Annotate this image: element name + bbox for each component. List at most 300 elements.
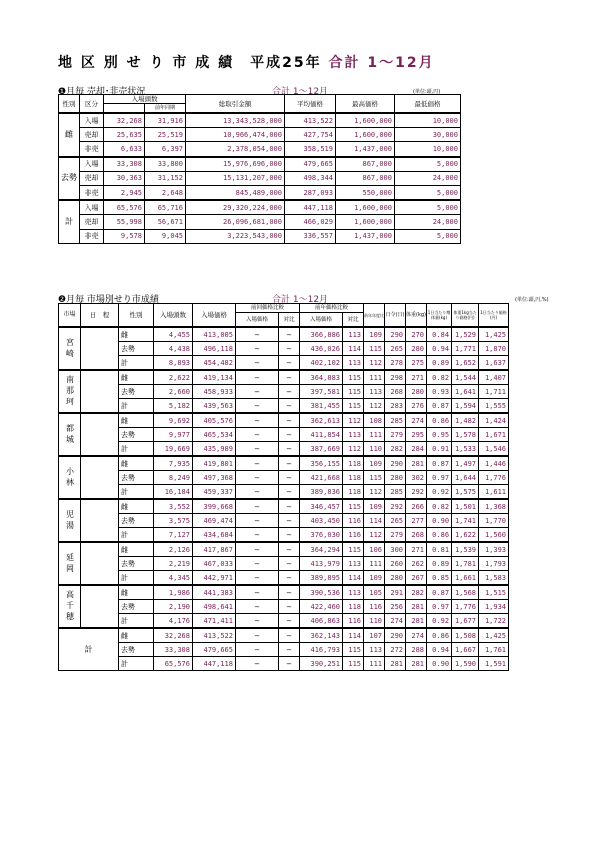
prevmo-price-cell: − [236, 643, 279, 657]
prevmo-ratio-cell: − [279, 456, 300, 471]
dg-cell: 0.87 [427, 399, 452, 414]
sex-cell: 雌 [119, 327, 154, 342]
col-heads-header: 入場頭数 [154, 304, 193, 328]
dg-cell: 0.87 [427, 585, 452, 600]
age-cell: 280 [385, 571, 406, 586]
table-row [59, 456, 542, 471]
col-prevmo-ratio-header: 対比 [279, 313, 300, 328]
max-cell: 550,000 [336, 185, 395, 200]
min-cell: 24,000 [395, 215, 461, 229]
sex-cell: 計 [119, 528, 154, 543]
dg-cell: 0.82 [427, 370, 452, 385]
heads-cell: 8,893 [154, 356, 193, 371]
prevyr-price-cell: 362,613 [300, 413, 343, 428]
prevyr-price-cell: 356,155 [300, 456, 343, 471]
weight-cell: 271 [406, 370, 427, 385]
sex-cell: 去勢 [119, 514, 154, 528]
price-cell: 399,668 [193, 499, 236, 514]
prevmo-price-cell: − [236, 614, 279, 629]
perkg-cell: 1,578 [452, 428, 479, 442]
total-cell: 26,096,681,000 [186, 215, 285, 229]
prevmo-ratio-cell: − [279, 571, 300, 586]
prevyr-ratio-cell: 112 [343, 413, 364, 428]
prev-cell: 65,716 [145, 200, 186, 215]
sex-cell: 雌 [119, 628, 154, 643]
table-row [59, 200, 461, 215]
table-row [59, 399, 542, 414]
perday-cell: 1,546 [479, 442, 509, 457]
price-cell: 465,534 [193, 428, 236, 442]
min-cell: 5,000 [395, 185, 461, 200]
perkg-cell: 1,482 [452, 413, 479, 428]
min-cell: 5,000 [395, 157, 461, 172]
table-row [59, 442, 542, 457]
age-cell: 256 [385, 600, 406, 614]
table-row [59, 113, 461, 128]
prevyr-price-cell: 390,536 [300, 585, 343, 600]
price-cell: 497,368 [193, 471, 236, 485]
ratio-cell: 110 [364, 614, 385, 629]
date-cell [81, 370, 119, 413]
ratio-cell: 105 [364, 585, 385, 600]
prevmo-price-cell: − [236, 385, 279, 399]
total-cell: 15,131,207,000 [186, 171, 285, 185]
max-cell: 1,437,000 [336, 229, 395, 243]
col-price-header: 入場価格 [193, 304, 236, 328]
perday-cell: 1,560 [479, 528, 509, 543]
price-cell: 447,118 [193, 657, 236, 671]
perday-cell: 1,671 [479, 428, 509, 442]
prev-cell: 9,045 [145, 229, 186, 243]
weight-cell: 281 [406, 614, 427, 629]
table-row [59, 643, 542, 657]
col-market-header: 市場 [59, 304, 81, 328]
sex-cell: 去勢 [119, 557, 154, 571]
prevyr-price-cell: 416,793 [300, 643, 343, 657]
prevyr-ratio-cell: 115 [343, 657, 364, 671]
prevmo-ratio-cell: − [279, 542, 300, 557]
prevyr-price-cell: 413,979 [300, 557, 343, 571]
perday-cell: 1,425 [479, 628, 509, 643]
table-row [59, 428, 542, 442]
sex-cell: 計 [119, 614, 154, 629]
heads-cell: 4,345 [154, 571, 193, 586]
perkg-cell: 1,501 [452, 499, 479, 514]
price-cell: 471,411 [193, 614, 236, 629]
heads-cell: 4,176 [154, 614, 193, 629]
col-perkg-header: 体重1kg当たり価格(円) [452, 304, 479, 328]
ratio-cell: 108 [364, 413, 385, 428]
sex-cell: 計 [119, 356, 154, 371]
table-row [59, 413, 542, 428]
total-cell: 15,976,696,000 [186, 157, 285, 172]
prevmo-price-cell: − [236, 471, 279, 485]
market-name: 計 [59, 628, 119, 671]
prevmo-price-cell: − [236, 428, 279, 442]
weight-cell: 280 [406, 385, 427, 399]
heads-cell: 16,184 [154, 485, 193, 500]
heads-cell: 6,633 [104, 142, 145, 157]
age-cell: 279 [385, 528, 406, 543]
weight-cell: 276 [406, 399, 427, 414]
heads-cell: 1,986 [154, 585, 193, 600]
price-cell: 419,801 [193, 456, 236, 471]
ratio-cell: 112 [364, 356, 385, 371]
heads-cell: 55,998 [104, 215, 145, 229]
prevmo-price-cell: − [236, 657, 279, 671]
table-row [59, 614, 542, 629]
weight-cell: 275 [406, 356, 427, 371]
perkg-cell: 1,652 [452, 356, 479, 371]
table-row [59, 485, 542, 500]
heads-cell: 2,622 [154, 370, 193, 385]
prev-cell: 56,671 [145, 215, 186, 229]
avg-cell: 479,665 [285, 157, 336, 172]
prevyr-ratio-cell: 113 [343, 356, 364, 371]
prev-cell: 6,397 [145, 142, 186, 157]
class-cell: 非売 [80, 142, 104, 157]
class-cell: 入場 [80, 200, 104, 215]
prevmo-price-cell: − [236, 356, 279, 371]
section1-heading: ❶月毎 売却･非売状況 [58, 87, 146, 97]
weight-cell: 292 [406, 485, 427, 500]
heads-cell: 4,438 [154, 342, 193, 356]
weight-cell: 284 [406, 442, 427, 457]
prevyr-price-cell: 387,669 [300, 442, 343, 457]
perday-cell: 1,446 [479, 456, 509, 471]
max-cell: 1,600,000 [336, 215, 395, 229]
avg-cell: 447,118 [285, 200, 336, 215]
prevmo-price-cell: − [236, 399, 279, 414]
age-cell: 268 [385, 385, 406, 399]
weight-cell: 274 [406, 413, 427, 428]
dg-cell: 0.97 [427, 600, 452, 614]
perkg-cell: 1,776 [452, 600, 479, 614]
col-prev-header: 前年同期 [145, 104, 186, 114]
price-cell: 441,383 [193, 585, 236, 600]
ratio-cell: 112 [364, 399, 385, 414]
age-cell: 290 [385, 628, 406, 643]
prevmo-price-cell: − [236, 413, 279, 428]
avg-cell: 336,557 [285, 229, 336, 243]
ratio-cell: 106 [364, 542, 385, 557]
weight-cell: 281 [406, 657, 427, 671]
perday-cell: 1,591 [479, 657, 509, 671]
prevyr-ratio-cell: 115 [343, 499, 364, 514]
dg-cell: 0.86 [427, 628, 452, 643]
heads-cell: 4,455 [154, 327, 193, 342]
ratio-cell: 111 [364, 657, 385, 671]
perkg-cell: 1,529 [452, 327, 479, 342]
table-row [59, 471, 542, 485]
sales-status-table [58, 94, 461, 244]
table-row [59, 600, 542, 614]
heads-cell: 9,578 [104, 229, 145, 243]
dg-cell: 0.95 [427, 428, 452, 442]
col-ratio-header: 前年年度比 [364, 304, 385, 328]
prevyr-price-cell: 411,854 [300, 428, 343, 442]
age-cell: 291 [385, 585, 406, 600]
ratio-cell: 116 [364, 600, 385, 614]
prevyr-price-cell: 366,886 [300, 327, 343, 342]
perday-cell: 1,611 [479, 485, 509, 500]
header-row [59, 304, 542, 313]
weight-cell: 282 [406, 585, 427, 600]
table-row [59, 557, 542, 571]
heads-cell: 3,552 [154, 499, 193, 514]
prevyr-price-cell: 390,251 [300, 657, 343, 671]
heads-cell: 30,363 [104, 171, 145, 185]
max-cell: 867,000 [336, 157, 395, 172]
table-row [59, 385, 542, 399]
sex-cell: 計 [119, 399, 154, 414]
min-cell: 30,000 [395, 128, 461, 142]
sex-cell: 去勢 [119, 600, 154, 614]
perday-cell: 1,555 [479, 399, 509, 414]
perday-cell: 1,583 [479, 571, 509, 586]
heads-cell: 33,308 [104, 157, 145, 172]
prevmo-ratio-cell: − [279, 557, 300, 571]
market-name: 高千穂 [59, 585, 81, 628]
col-total-header: 総取引金額 [186, 95, 285, 114]
prevyr-price-cell: 389,895 [300, 571, 343, 586]
prevyr-ratio-cell: 116 [343, 514, 364, 528]
table-row [59, 215, 461, 229]
heads-cell: 65,576 [104, 200, 145, 215]
perday-cell: 1,407 [479, 370, 509, 385]
prev-cell: 31,152 [145, 171, 186, 185]
perday-cell: 1,722 [479, 614, 509, 629]
max-cell: 1,600,000 [336, 113, 395, 128]
col-perday-header: 1日当たり価格(円) [479, 304, 509, 328]
prevmo-ratio-cell: − [279, 657, 300, 671]
dg-cell: 0.89 [427, 356, 452, 371]
prevmo-price-cell: − [236, 342, 279, 356]
prevyr-price-cell: 389,836 [300, 485, 343, 500]
price-cell: 442,971 [193, 571, 236, 586]
prevyr-price-cell: 364,294 [300, 542, 343, 557]
age-cell: 265 [385, 514, 406, 528]
dg-cell: 0.97 [427, 471, 452, 485]
heads-cell: 8,249 [154, 471, 193, 485]
dg-cell: 0.82 [427, 499, 452, 514]
total-cell: 3,223,543,000 [186, 229, 285, 243]
prevyr-ratio-cell: 112 [343, 442, 364, 457]
weight-cell: 277 [406, 514, 427, 528]
price-cell: 413,522 [193, 628, 236, 643]
age-cell: 283 [385, 399, 406, 414]
prevmo-price-cell: − [236, 628, 279, 643]
table-row [59, 571, 542, 586]
price-cell: 454,482 [193, 356, 236, 371]
table-row [59, 628, 542, 643]
total-cell: 845,489,000 [186, 185, 285, 200]
perkg-cell: 1,539 [452, 542, 479, 557]
heads-cell: 2,660 [154, 385, 193, 399]
perday-cell: 1,870 [479, 342, 509, 356]
price-cell: 417,867 [193, 542, 236, 557]
dg-cell: 0.93 [427, 385, 452, 399]
date-cell [81, 413, 119, 456]
weight-cell: 271 [406, 542, 427, 557]
document-title-text: 地 区 別 せ り 市 成 績 平成25年 [58, 55, 322, 71]
prevmo-ratio-cell: − [279, 356, 300, 371]
col-date-header: 日 程 [81, 304, 119, 328]
class-cell: 非売 [80, 185, 104, 200]
perkg-cell: 1,781 [452, 557, 479, 571]
class-cell: 売却 [80, 215, 104, 229]
min-cell: 5,000 [395, 229, 461, 243]
table-row [59, 657, 542, 671]
heads-cell: 2,219 [154, 557, 193, 571]
document-title-range: 合計 1〜12月 [328, 55, 435, 71]
prevyr-ratio-cell: 115 [343, 643, 364, 657]
section2-heading: ❷月毎 市場別せり市成績 [58, 295, 159, 305]
perkg-cell: 1,741 [452, 514, 479, 528]
heads-cell: 9,692 [154, 413, 193, 428]
heads-cell: 5,182 [154, 399, 193, 414]
perday-cell: 1,637 [479, 356, 509, 371]
dg-cell: 0.89 [427, 557, 452, 571]
heads-cell: 33,308 [154, 643, 193, 657]
table-row [59, 370, 542, 385]
prevyr-ratio-cell: 118 [343, 600, 364, 614]
prevmo-price-cell: − [236, 542, 279, 557]
class-cell: 入場 [80, 113, 104, 128]
table-row [59, 142, 461, 157]
sex-cell: 計 [119, 657, 154, 671]
prevmo-price-cell: − [236, 600, 279, 614]
prevyr-price-cell: 376,030 [300, 528, 343, 543]
col-prevmo-price-header: 入場価格 [236, 313, 279, 328]
perday-cell: 1,711 [479, 385, 509, 399]
col-class-header: 区分 [80, 95, 104, 114]
market-name: 延岡 [59, 542, 81, 585]
prevmo-ratio-cell: − [279, 600, 300, 614]
price-cell: 435,989 [193, 442, 236, 457]
prevyr-price-cell: 436,026 [300, 342, 343, 356]
weight-cell: 302 [406, 471, 427, 485]
prevmo-ratio-cell: − [279, 643, 300, 657]
sex-cell: 計 [119, 442, 154, 457]
avg-cell: 413,522 [285, 113, 336, 128]
col-sex-header: 性別 [59, 95, 80, 114]
dg-cell: 0.94 [427, 342, 452, 356]
heads-cell: 25,635 [104, 128, 145, 142]
market-name: 宮崎 [59, 327, 81, 370]
max-cell: 867,000 [336, 171, 395, 185]
perkg-cell: 1,771 [452, 342, 479, 356]
ratio-cell: 110 [364, 442, 385, 457]
weight-cell: 274 [406, 628, 427, 643]
weight-cell: 266 [406, 499, 427, 514]
price-cell: 434,684 [193, 528, 236, 543]
perday-cell: 1,424 [479, 413, 509, 428]
perday-cell: 1,761 [479, 643, 509, 657]
perkg-cell: 1,622 [452, 528, 479, 543]
heads-cell: 9,977 [154, 428, 193, 442]
age-cell: 300 [385, 542, 406, 557]
market-results-table [58, 303, 542, 671]
age-cell: 298 [385, 370, 406, 385]
prevyr-ratio-cell: 113 [343, 327, 364, 342]
perkg-cell: 1,533 [452, 442, 479, 457]
col-max-header: 最高価格 [336, 95, 395, 114]
ratio-cell: 109 [364, 499, 385, 514]
sex-cell: 雌 [119, 413, 154, 428]
weight-cell: 267 [406, 571, 427, 586]
avg-cell: 498,344 [285, 171, 336, 185]
table-row [59, 528, 542, 543]
market-name: 小林 [59, 456, 81, 499]
dg-cell: 0.86 [427, 528, 452, 543]
age-cell: 292 [385, 499, 406, 514]
group-label: 計 [59, 200, 80, 243]
max-cell: 1,600,000 [336, 128, 395, 142]
prevmo-price-cell: − [236, 585, 279, 600]
header-row [59, 95, 461, 104]
prevmo-ratio-cell: − [279, 342, 300, 356]
total-cell: 29,320,224,000 [186, 200, 285, 215]
avg-cell: 358,519 [285, 142, 336, 157]
perkg-cell: 1,568 [452, 585, 479, 600]
dg-cell: 0.86 [427, 413, 452, 428]
dg-cell: 0.91 [427, 442, 452, 457]
prevmo-ratio-cell: − [279, 399, 300, 414]
ratio-cell: 115 [364, 342, 385, 356]
table-row [59, 542, 542, 557]
date-cell [81, 327, 119, 370]
dg-cell: 0.90 [427, 657, 452, 671]
prevmo-price-cell: − [236, 514, 279, 528]
dg-cell: 0.94 [427, 643, 452, 657]
perday-cell: 1,776 [479, 471, 509, 485]
weight-cell: 270 [406, 327, 427, 342]
max-cell: 1,600,000 [336, 200, 395, 215]
dg-cell: 0.92 [427, 614, 452, 629]
prevyr-price-cell: 397,581 [300, 385, 343, 399]
perday-cell: 1,515 [479, 585, 509, 600]
prevyr-ratio-cell: 116 [343, 528, 364, 543]
perday-cell: 1,770 [479, 514, 509, 528]
prevmo-ratio-cell: − [279, 413, 300, 428]
sex-cell: 去勢 [119, 342, 154, 356]
heads-cell: 7,935 [154, 456, 193, 471]
age-cell: 272 [385, 643, 406, 657]
prevyr-ratio-cell: 115 [343, 399, 364, 414]
weight-cell: 280 [406, 342, 427, 356]
prevmo-price-cell: − [236, 485, 279, 500]
col-prevmo-header: 前回価格比較 [236, 304, 300, 313]
prevmo-price-cell: − [236, 370, 279, 385]
price-cell: 496,118 [193, 342, 236, 356]
prevyr-ratio-cell: 114 [343, 571, 364, 586]
perkg-cell: 1,661 [452, 571, 479, 586]
price-cell: 467,033 [193, 557, 236, 571]
age-cell: 265 [385, 342, 406, 356]
prevyr-ratio-cell: 115 [343, 370, 364, 385]
prevmo-price-cell: − [236, 528, 279, 543]
age-cell: 290 [385, 456, 406, 471]
prevyr-price-cell: 403,450 [300, 514, 343, 528]
prevmo-ratio-cell: − [279, 327, 300, 342]
dg-cell: 0.92 [427, 485, 452, 500]
market-name: 都城 [59, 413, 81, 456]
col-current-header [104, 104, 145, 114]
sex-cell: 去勢 [119, 643, 154, 657]
prevyr-ratio-cell: 118 [343, 471, 364, 485]
sex-cell: 雌 [119, 542, 154, 557]
